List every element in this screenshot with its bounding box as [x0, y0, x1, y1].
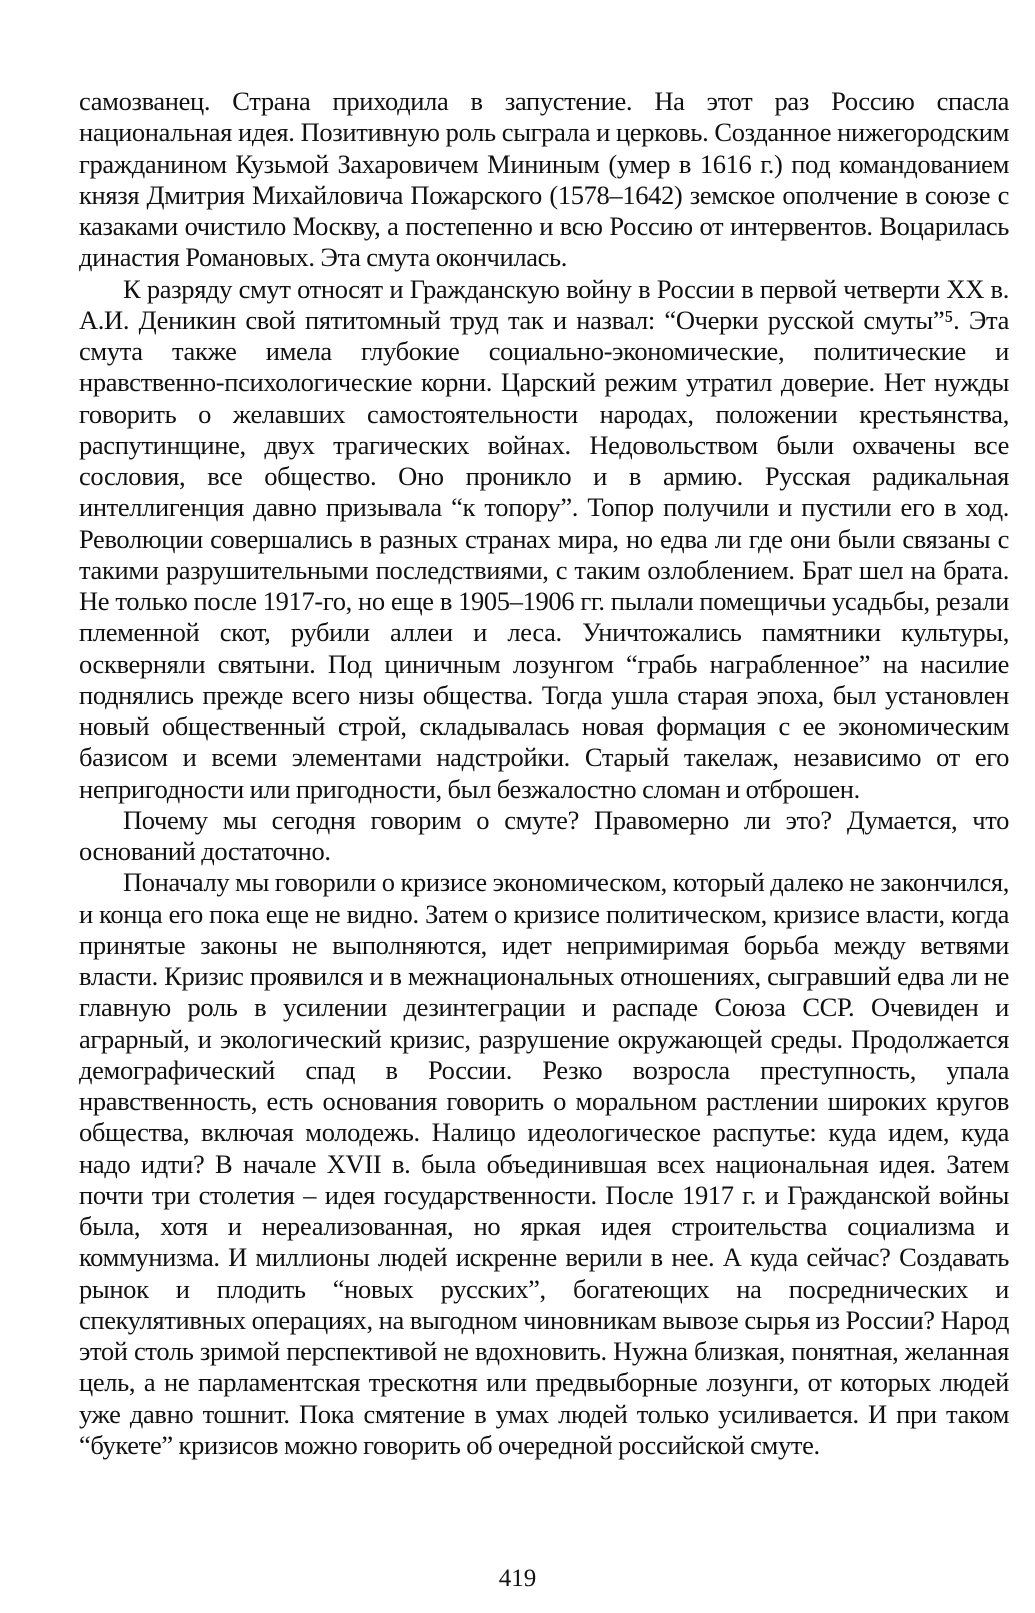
- paragraph-crises: Поначалу мы говорили о кризисе экономическом, который далеко не закончился, и конца его пока еще не видно. Затем о кризисе политическом, кризисе власти, когда принятые законы не выполняются, идет непримиримая борьба между ветвями власти. Кризис проявился и в межнациональных отношениях, сыгравший едва ли не главную роль в усилении дезинтеграции и распаде Союза ССР. Очевиден и аграрный, и экологический кризис, разрушение окружающей среды. Продолжается демографический спад в России. Резко возросла преступность, упала нравственность, есть основания говорить о моральном растлении широких кругов общества, включая молодежь. Налицо идеологическое распутье: куда идем, куда надо идти? В начале XVII в. была объединившая всех национальная идея. Затем почти три столетия – идея государственности. После 1917 г. и Гражданской войны была, хотя и нереализованная, но яркая идея строительства социализма и коммунизма. И миллионы людей искренне верили в нее. А куда сейчас? Создавать рынок и плодить “новых русских”, богатеющих на посреднических и спекулятивных операциях, на выгодном чиновникам вывозе сырья из России? Народ этой столь зримой перспективой не вдохновить. Нужна близкая, понятная, желанная цель, а не парламентская трескотня или предвыборные лозунги, от которых людей уже давно тошнит. Пока смятение в умах людей только усиливается. И при таком “букете” кризисов можно говорить об очередной российской смуте.: [79, 867, 1009, 1460]
- page-body: [79, 86, 1009, 1461]
- page-number: 419: [498, 1565, 537, 1592]
- paragraph-civil-war: К разряду смут относят и Гражданскую войну в России в первой четверти XX в. А.И. Деникин свой пятитомный труд так и назвал: “Очерки русской смуты”⁵. Эта смута также имела глубокие социально-экономические, политические и нравственно-психологические корни. Царский режим утратил доверие. Нет нужды говорить о желавших самостоятельности народах, положении крестьянства, распутинщине, двух трагических войнах. Недовольством были охвачены все сословия, все общество. Оно проникло и в армию. Русская радикальная интеллигенция давно призывала “к топору”. Топор получили и пустили его в ход. Революции совершались в разных странах мира, но едва ли где они были связаны с такими разрушительными последствиями, с таким озлоблением. Брат шел на брата. Не только после 1917-го, но еще в 1905–1906 гг. пылали помещичьи усадьбы, резали племенной скот, рубили аллеи и леса. Уничтожались памятники культуры, оскверняли святыни. Под циничным лозунгом “грабь награбленное” на насилие поднялись прежде всего низы общества. Тогда ушла старая эпоха, был установлен новый общественный строй, складывалась новая формация с ее экономическим базисом и всеми элементами надстройки. Старый такелаж, независимо от его непригодности или пригодности, был безжалостно сломан и отброшен.: [79, 273, 1009, 804]
- paragraph-why-smuta: Почему мы сегодня говорим о смуте? Правомерно ли это? Думается, что оснований достаточно.: [79, 804, 1009, 866]
- paragraph-smuta-end: самозванец. Страна приходила в запустение. На этот раз Россию спасла национальная идея. Позитивную роль сыграла и церковь. Созданное нижегородским гражданином Кузьмой Захаровичем Мининым (умер в 1616 г.) под командованием князя Дмитрия Михайловича Пожарского (1578–1642) земское ополчение в союзе с казаками очистило Москву, а постепенно и всю Россию от интервентов. Воцарилась династия Романовых. Эта смута окончилась.: [79, 86, 1009, 273]
